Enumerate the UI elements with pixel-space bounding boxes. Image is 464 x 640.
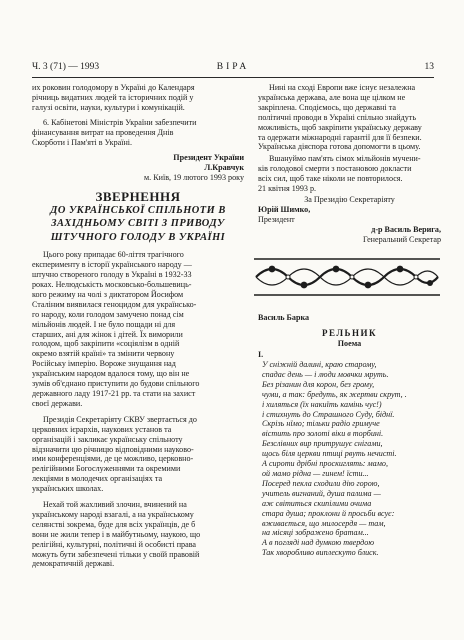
text-line: українським народом вдалося тому, що він не xyxy=(32,369,190,379)
poem-line: аж світиться скипілими очима xyxy=(262,498,372,508)
poem-line: на місяці зображено братам... xyxy=(262,528,369,538)
signer1-name: Юрій Шимко, xyxy=(258,204,311,214)
header-rule xyxy=(32,77,434,78)
text-line: окремо взятій країні» та змінити червону xyxy=(32,349,175,359)
poem-author: Василь Барка xyxy=(258,313,310,323)
poem-line: вістить про золоті віки в торбині. xyxy=(262,429,384,439)
text-line: Вшануймо пам'ять сімох мільйонів мучени- xyxy=(269,154,421,164)
appeal-paragraph-1 xyxy=(32,250,244,409)
poem-subtitle: Поема xyxy=(337,339,362,349)
text-line: старших, ані для жінок і дітей. Їх виморили xyxy=(32,329,183,339)
presidium-line: За Президію Секретаріяту xyxy=(304,194,395,204)
text-line: лекціями в молодечих організаціях та xyxy=(32,474,163,484)
signature-place-date: м. Київ, 19 лютого 1993 року xyxy=(144,173,244,183)
text-line: кого режиму на чолі з диктатором Йосифом xyxy=(32,289,184,299)
text-line: українська держава, але вона ще цілком не xyxy=(258,92,406,102)
page-number: 13 xyxy=(424,62,434,72)
right-column xyxy=(258,83,441,558)
text-line: селянстві зокрема, буде для всіх українців, де б xyxy=(32,519,196,529)
poem-line: А в погляді над думкою твердою xyxy=(262,538,375,548)
poem-line: Посеред пекла сходили дію горою, xyxy=(262,478,380,488)
poem-line: Безслівних вир притрушує снігами, xyxy=(262,439,383,449)
text-line: галузі освіти, науки, культури і комунікацій. xyxy=(32,102,185,112)
text-line: Російську імперію. Вороже знущання над xyxy=(32,359,176,369)
appeal-paragraph-2 xyxy=(32,415,244,494)
text-line: ків голодової смерти з постановою докласти xyxy=(258,164,412,174)
text-line: політичні проводи в Україні спільно знайдуть xyxy=(258,112,417,122)
text-line: річниць видатних людей та історичних подій у xyxy=(32,92,194,102)
poem-line: А сироти дрібні проскиглять: мамо, xyxy=(262,459,388,469)
text-line: Нехай той жахливий злочин, вчинений на xyxy=(43,500,187,510)
appeal-subtitle xyxy=(32,204,244,244)
text-line: 6. Кабінетові Міністрів України забезпечити xyxy=(43,117,197,127)
text-line: Українська діяспора готова допомогти в цьому. xyxy=(258,142,421,152)
appeal-paragraph-5 xyxy=(258,154,441,184)
text-line: ими конференціями, де це можливо, церковно- xyxy=(32,454,194,464)
ornament-divider xyxy=(252,255,442,299)
text-line: штучно створеного голоду в Україні в 1932-33 xyxy=(32,270,192,280)
poem-line: учитель вигнаний, душа палима — xyxy=(262,488,381,498)
intro-text xyxy=(32,83,244,113)
text-line: голодом, щоб закріпити «соціялізм в одній xyxy=(32,339,180,349)
poem-line: і хиляться (їх накиїть камінь чус!) xyxy=(262,399,382,409)
appeal-date: 21 квітня 1993 р. xyxy=(258,184,317,194)
text-line: церковних ієрархів, наукових установ та xyxy=(32,424,172,434)
text-line: релігійними Богослуженнями та окремими xyxy=(32,464,181,474)
text-line: можливість, щоб закріпити українську державу xyxy=(258,122,422,132)
subtitle-line: ШТУЧНОГО ГОЛОДУ В УКРАЇНІ xyxy=(50,231,226,243)
poem-line: ой мамо рідна — гинем! їсти... xyxy=(262,469,369,478)
appeal-paragraph-4 xyxy=(258,83,441,152)
text-line: зумів об'єднано приступити до будови спільного xyxy=(32,379,200,389)
signer1-role: Президент xyxy=(258,214,295,224)
text-line: закріплена. Сподіємось, що державні та xyxy=(258,102,396,112)
poem-part-numeral: I. xyxy=(258,350,264,360)
text-line: державного ладу 1917-21 рр. та стати на захист xyxy=(32,388,196,398)
text-line: фінансування витрат на проведення Днів xyxy=(32,127,174,137)
poem-line: Без різанин для корон, без грому, xyxy=(262,379,375,389)
poem-line: щось біля церкви птиці рвуть нечисті. xyxy=(262,449,397,459)
subtitle-line: ДО УКРАЇНСЬКОЇ СПІЛЬНОТИ В xyxy=(50,205,226,217)
poem-line: Скрізь нїмо; тільки радіо гримуче xyxy=(262,419,380,429)
poem-text xyxy=(262,360,441,558)
text-line: Нині на сході Европи вже існує незалежна xyxy=(269,83,416,92)
text-line: Скорботи і Пам'яті в Україні. xyxy=(32,137,133,147)
left-column xyxy=(32,83,244,569)
text-line: відзначити цю річницю відповідними науково- xyxy=(32,444,194,454)
text-line: мільйонів людей. І не було пощади ні для xyxy=(32,319,176,329)
poem-line: У сніжній далині, краю старому, xyxy=(262,360,377,370)
page-header xyxy=(32,62,434,76)
signer2-role: Генеральний Секретар xyxy=(363,234,441,244)
text-line: та одержати міжнародні гарантії для її безпеки. xyxy=(258,132,422,142)
poem-line: стара душа; проклони й просьби всує: xyxy=(262,508,395,518)
text-line: Сталіним виявилася геноцидом для українсько- xyxy=(32,299,197,309)
signer2-name: д-р Василь Верига, xyxy=(371,224,441,234)
text-line: вони не жили тепер і в майбутньому, наукою, що xyxy=(32,529,201,539)
signature-name: Л.Кравчук xyxy=(204,163,244,173)
appeal-title: ЗВЕРНЕННЯ xyxy=(95,189,181,205)
journal-title: ВІРА xyxy=(216,62,250,72)
text-line: українському народі взагалі, а на українському xyxy=(32,509,194,519)
poem-line: вживається, що милосердя — там, xyxy=(262,518,386,528)
issue-number: Ч. 3 (71) — 1993 xyxy=(32,62,100,72)
text-line: можуть бути забезпечені тільки у своїй правовій xyxy=(32,549,200,559)
text-line: роках. Нелюдськість московсько-большевиць- xyxy=(32,280,192,289)
text-line: всіх сил, щоб таке ніколи не повторилося. xyxy=(258,174,403,184)
text-line: організацій і закликає українську спільноту xyxy=(32,434,183,444)
subtitle-line: ЗАХІДНЬОМУ СВІТІ З ПРИВОДУ xyxy=(51,218,225,230)
text-line: релігійні, культурні, політичні й особисті права xyxy=(32,539,197,549)
decree-signature xyxy=(32,153,244,183)
text-line: своєї держави. xyxy=(32,398,83,408)
poem-title: РЕЛЬНИК xyxy=(321,328,378,339)
text-line: Президія Секретаріяту СКВУ звертається до xyxy=(43,414,197,424)
text-line: го народу, коли голодом замучено понад сім xyxy=(32,309,184,319)
poem-line: спадає день — і люди мовчки мруть. xyxy=(262,369,389,379)
poem-line: чуми, а так: бредуть, як жертви скрут, . xyxy=(262,389,407,399)
appeal-paragraph-3 xyxy=(32,500,244,569)
text-line: их роковин голодомору в Україні до Календаря xyxy=(32,83,195,92)
text-line: українських школах. xyxy=(32,484,104,494)
text-line: експерименту в історії українського народу — xyxy=(32,260,192,270)
decree-point-6 xyxy=(32,118,244,148)
signature-title: Президент України xyxy=(173,153,244,163)
poem-line: і стихнуть до Страшного Суду, біднї. xyxy=(262,409,395,419)
poem-line: Так хворобливо виплескуто блиск. xyxy=(262,548,379,558)
text-line: Цього року припадає 60-ліття трагічного xyxy=(43,250,184,260)
text-line: демократичній державі. xyxy=(32,559,115,569)
